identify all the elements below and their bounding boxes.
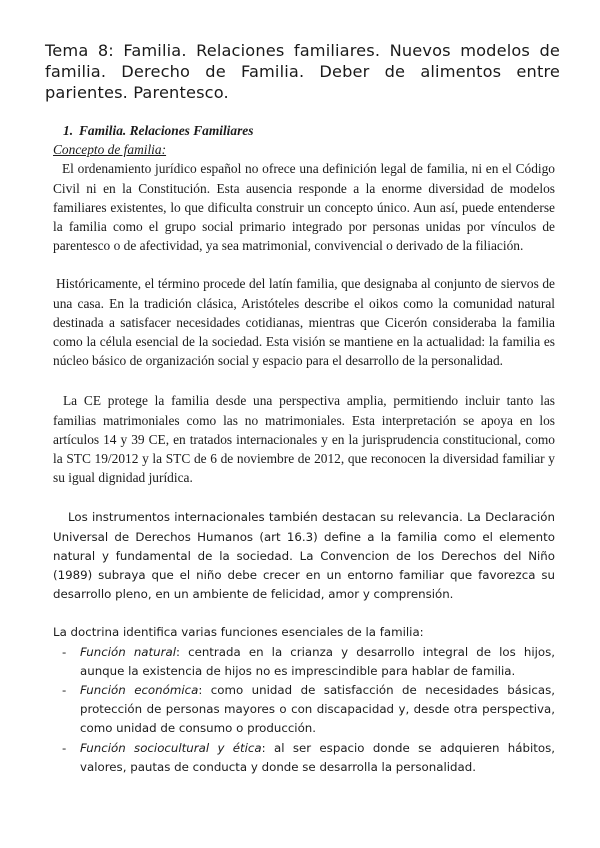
document-body	[53, 121, 555, 777]
function-term: Función sociocultural y ética	[80, 740, 262, 755]
paragraph-international: Los instrumentos internacionales también destacan su relevancia. La Declaración Universal de Derechos Humanos (art 16.3) define a la familia como el elemento natural y fundamental de la sociedad. La Convencion de los Derechos del Niño (1989) subraya que el niño debe crecer en un entorno familiar que favorezca su desarrollo pleno, en un ambiente de felicidad, amor y comprensión.	[53, 510, 555, 602]
functions-list	[53, 643, 555, 777]
dash-bullet: -	[62, 683, 67, 698]
function-description: : al ser espacio donde se adquieren hábitos, valores, pautas de conducta y donde se desarrolla la personalidad.	[80, 740, 555, 774]
function-description: : como unidad de satisfacción de necesidades básicas, protección de personas mayores o con discapacidad y, desde otra perspectiva, como unidad de consumo o producción.	[80, 683, 555, 736]
dash-bullet: -	[62, 644, 67, 659]
function-term: Función natural	[80, 644, 176, 659]
section-number: 1.	[63, 123, 74, 138]
list-item-function-economic	[53, 681, 555, 739]
paragraph-constitution: La CE protege la familia desde una perspectiva amplia, permitiendo incluir tanto las familias matrimoniales como las no matrimoniales. Esta interpretación se apoya en los artículos 14 y 39 CE, en tratados internacionales y en la jurisprudencia constitucional, como la STC 19/2012 y la STC de 6 de noviembre de 2012, que reconocen la diversidad familiar y su igual dignidad jurídica.	[53, 393, 555, 486]
paragraph-functions-intro: La doctrina identifica varias funciones esenciales de la familia:	[53, 625, 424, 640]
paragraph-history: Históricamente, el término procede del latín familia, que designaba al conjunto de siervos de una casa. En la tradición clásica, Aristóteles describe el oikos como la comunidad natural destinada a satisfacer necesidades cotidianas, mientras que Cicerón consideraba la familia como la célula esencial de la sociedad. Esta visión se mantiene en la actualidad: la familia es núcleo básico de organización social y espacio para el desarrollo de la personalidad.	[53, 276, 555, 369]
list-item-function-natural	[53, 643, 555, 681]
paragraph-definition: El ordenamiento jurídico español no ofrece una definición legal de familia, ni en el Código Civil ni en la Constitución. Esta ausencia responde a la enorme diversidad de modelos familiares existentes, lo que dificulta construir un concepto único. Aun así, puede entenderse la familia como el grupo social primario integrado por personas unidas por vínculos de parentesco o de afectividad, ya sea matrimonial, convivencial o derivado de la filiación.	[53, 161, 555, 254]
function-description: : centrada en la crianza y desarrollo integral de los hijos, aunque la existencia de hijos no es imprescindible para hablar de familia.	[80, 644, 555, 678]
section-heading	[63, 121, 555, 140]
dash-bullet: -	[62, 740, 67, 755]
document-title: Tema 8: Familia. Relaciones familiares. Nuevos modelos de familia. Derecho de Familia. Deber de alimentos entre parientes. Parentesco.	[45, 41, 560, 102]
list-item-function-sociocultural	[53, 739, 555, 777]
section-heading-text: Familia. Relaciones Familiares	[79, 123, 254, 138]
function-term: Función económica	[80, 683, 199, 698]
subsection-heading: Concepto de familia:	[53, 142, 167, 158]
